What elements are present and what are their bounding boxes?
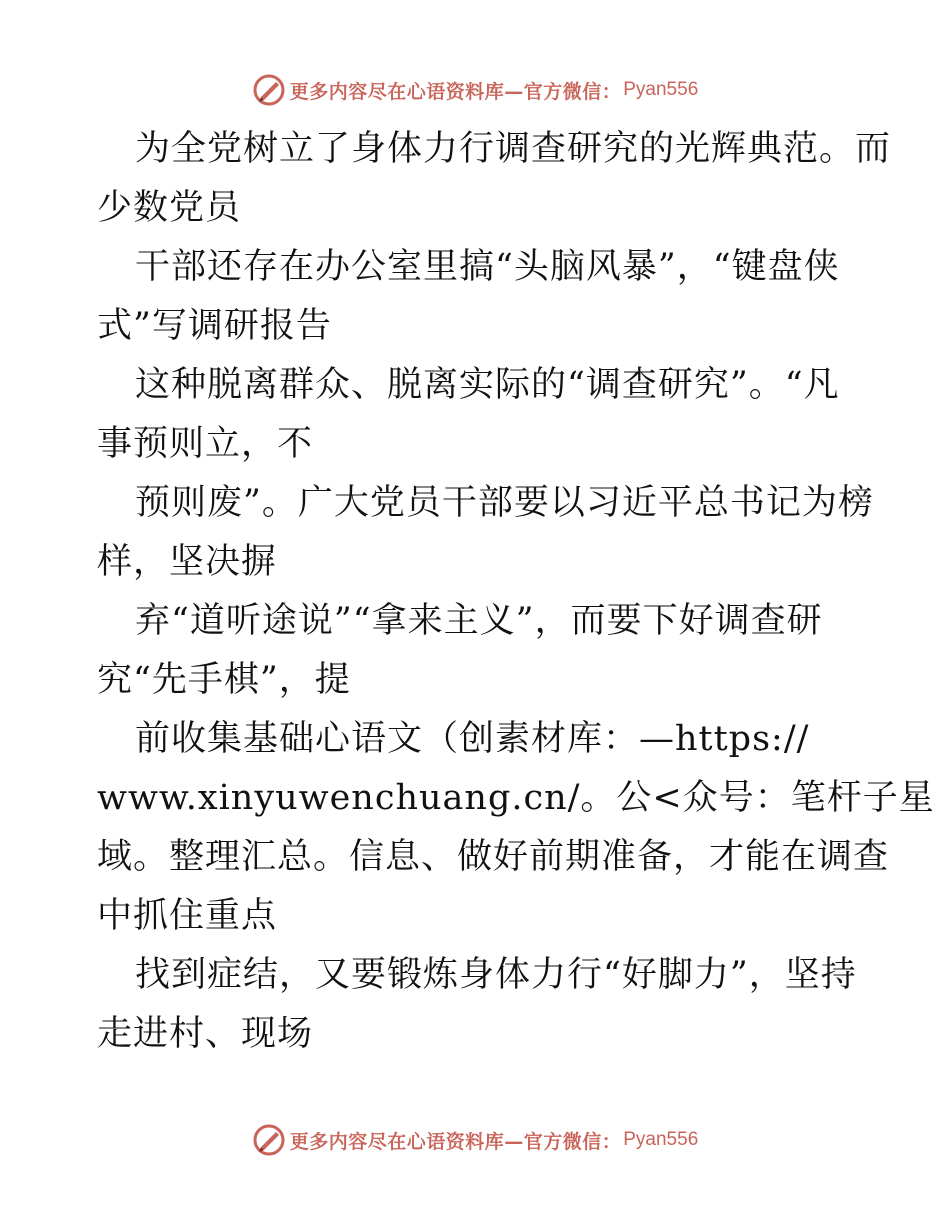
- footer-watermark: [0, 1120, 950, 1160]
- body-line: www.xinyuwenchuang.cn/。公<众号：笔杆子星: [97, 778, 935, 818]
- body-line: 事预则立，不: [97, 424, 314, 464]
- body-line: 式”写调研报告: [97, 306, 332, 346]
- body-line: 这种脱离群众、脱离实际的“调查研究”。“凡: [135, 365, 840, 405]
- body-line: 中抓住重点: [97, 896, 278, 936]
- watermark-account: Pyan556: [623, 1129, 699, 1150]
- body-line: 走进村、现场: [97, 1014, 314, 1054]
- pen-logo-icon: [252, 1123, 286, 1157]
- header-watermark: [0, 70, 950, 110]
- body-line: 预则废”。广大党员干部要以习近平总书记为榜: [135, 483, 874, 523]
- body-line: 究“先手棋”，提: [97, 660, 351, 700]
- body-line: 弃“道听途说”“拿来主义”，而要下好调查研: [135, 601, 823, 641]
- watermark-text: 更多内容尽在心语资料库—官方微信：: [289, 1130, 622, 1153]
- body-line: 域。整理汇总。信息、做好前期准备，才能在调查: [97, 837, 890, 877]
- watermark-account: Pyan556: [623, 79, 699, 100]
- body-line: 前收集基础心语文（创素材库：—https://: [135, 719, 810, 759]
- body-line: 为全党树立了身体力行调查研究的光辉典范。而: [135, 129, 892, 169]
- document-body: [97, 120, 935, 1064]
- body-line: 样，坚决摒: [97, 542, 278, 582]
- body-line: 干部还存在办公室里搞“头脑风暴”，“键盘侠: [135, 247, 840, 287]
- watermark-text: 更多内容尽在心语资料库—官方微信：: [289, 80, 622, 103]
- body-line: 少数党员: [97, 188, 242, 228]
- body-line: 找到症结，又要锻炼身体力行“好脚力”，坚持: [135, 955, 857, 995]
- pen-logo-icon: [252, 73, 286, 107]
